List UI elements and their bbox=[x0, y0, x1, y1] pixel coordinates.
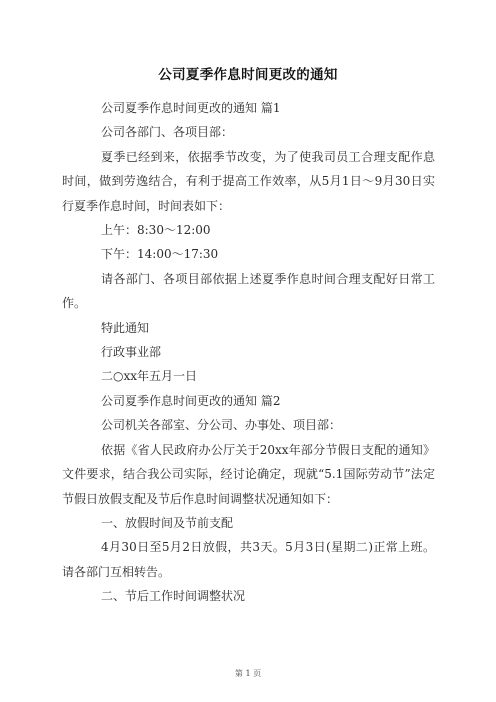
paragraph-afternoon-hours: 下午：14:00～17:30 bbox=[101, 247, 219, 262]
paragraph: 夏季已经到来，依据季节改变，为了使我司员工合理支配作息时间，做到劳逸结合，有利于提高工作效率，从5月1日～9月30日实行夏季作息时间，时间表如下： bbox=[62, 149, 435, 213]
document-body bbox=[62, 96, 435, 609]
document-title: 公司夏季作息时间更改的通知 bbox=[158, 67, 338, 83]
paragraph-heading-1: 公司夏季作息时间更改的通知 篇1 bbox=[101, 101, 281, 115]
paragraph-heading-2: 公司夏季作息时间更改的通知 篇2 bbox=[101, 393, 281, 408]
paragraph-section-1: 一、放假时间及节前支配 bbox=[101, 515, 234, 530]
paragraph-department: 行政事业部 bbox=[101, 345, 162, 360]
paragraph-salutation-1: 公司各部门、各项目部： bbox=[101, 125, 234, 140]
paragraph-date: 二○xx年五月一日 bbox=[101, 369, 198, 384]
paragraph-morning-hours: 上午：8:30～12:00 bbox=[101, 223, 211, 238]
paragraph: 依据《省人民政府办公厅关于20xx年部分节假日支配的通知》文件要求，结合我公司实际，经讨论确定，现就“5.1国际劳动节”法定节假日放假支配及节后作息时间调整状况通知如下： bbox=[62, 442, 435, 506]
paragraph-salutation-2: 公司机关各部室、分公司、办事处、项目部： bbox=[101, 418, 342, 433]
paragraph: 请各部门、各项目部依据上述夏季作息时间合理支配好日常工作。 bbox=[62, 271, 435, 311]
paragraph: 4月30日至5月2日放假，共3天。5月3日(星期二)正常上班。请各部门互相转告。 bbox=[62, 540, 435, 579]
paragraph-notice: 特此通知 bbox=[101, 320, 150, 335]
paragraph-section-2: 二、节后工作时间调整状况 bbox=[101, 589, 246, 604]
page-number: 第 1 页 bbox=[234, 669, 262, 678]
